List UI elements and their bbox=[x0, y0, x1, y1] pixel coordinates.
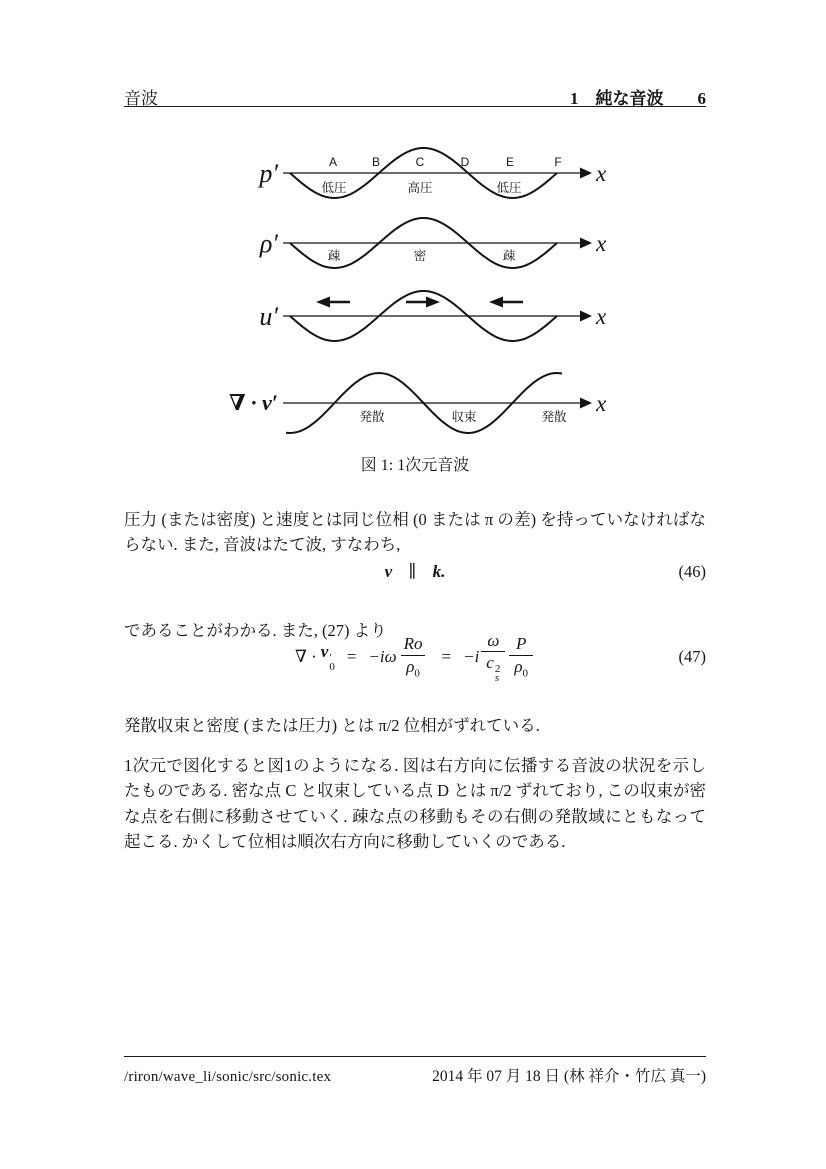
wave-label-p: p′ bbox=[259, 159, 278, 188]
math-fraction-2: ω c 2 s bbox=[481, 631, 505, 684]
marker-A: A bbox=[328, 155, 338, 169]
region-divergence-1: 発散 bbox=[359, 410, 385, 424]
math-equals-2: = bbox=[441, 647, 452, 666]
x-axis-arrow-icon bbox=[580, 238, 592, 249]
math-coeff-2: −i bbox=[463, 647, 480, 666]
paragraph-1: 圧力 (または密度) と速度とは同じ位相 (0 または π の差) を持っていなければならない. また, 音波はたて波, すなわち, bbox=[124, 509, 706, 554]
math-coeff-1: −iω bbox=[368, 647, 397, 666]
header-rule bbox=[124, 106, 706, 107]
x-axis-arrow-icon bbox=[580, 311, 592, 322]
doc-title: 音波 bbox=[124, 89, 158, 108]
x-axis-label: x bbox=[596, 231, 607, 256]
figure-1-sound-waves bbox=[190, 130, 626, 452]
region-high-pressure: 高圧 bbox=[407, 181, 433, 195]
math-v: v bbox=[384, 562, 393, 581]
marker-E: E bbox=[505, 155, 515, 169]
math-equals-1: = bbox=[346, 647, 357, 666]
marker-C: C bbox=[415, 155, 425, 169]
source-file-path: /riron/wave_li/sonic/src/sonic.tex bbox=[124, 1069, 332, 1085]
region-dense: 密 bbox=[413, 249, 427, 263]
page-number: 6 bbox=[697, 89, 706, 108]
wave-label-div-v: ∇ · v′ bbox=[228, 390, 278, 415]
footer-rule bbox=[124, 1056, 706, 1057]
region-rarefied-2: 疎 bbox=[502, 249, 516, 263]
math-fraction-3: $\frac{P}{\rho_0}$ bbox=[509, 634, 533, 680]
waveform-pressure bbox=[257, 148, 607, 198]
marker-B: B bbox=[371, 155, 381, 169]
region-low-pressure-1: 低圧 bbox=[321, 181, 347, 195]
equation-number-47: (47) bbox=[678, 647, 706, 666]
equation-47 bbox=[124, 630, 706, 684]
wave-label-rho: ρ′ bbox=[259, 229, 278, 258]
region-convergence: 収束 bbox=[451, 410, 477, 424]
x-axis-label: x bbox=[596, 161, 607, 186]
x-axis-arrow-icon bbox=[580, 168, 592, 179]
region-rarefied-1: 疎 bbox=[327, 249, 341, 263]
equation-number-46: (46) bbox=[678, 562, 706, 581]
region-low-pressure-2: 低圧 bbox=[496, 181, 522, 195]
wave-label-u: u′ bbox=[259, 302, 278, 331]
region-divergence-2: 発散 bbox=[541, 410, 567, 424]
waveform-velocity bbox=[259, 291, 607, 341]
math-v0-prime: v ′ 0 bbox=[320, 642, 335, 673]
paragraph-3: 発散収束と密度 (または圧力) とは π/2 位相がずれている. bbox=[124, 715, 540, 735]
x-axis-label: x bbox=[596, 304, 607, 329]
x-axis-arrow-icon bbox=[580, 398, 592, 409]
section-title: 1 純な音波 bbox=[570, 89, 664, 108]
velocity-arrow-left-icon bbox=[316, 297, 350, 308]
waveform-divergence bbox=[229, 373, 607, 433]
x-axis-label: x bbox=[596, 391, 607, 416]
equation-46 bbox=[124, 558, 706, 586]
date-and-authors: 2014 年 07 月 18 日 (林 祥介・竹広 真一) bbox=[432, 1068, 706, 1085]
math-parallel: ∥ bbox=[408, 562, 417, 581]
paragraph-4: 1次元で図化すると図1のようになる. 図は右方向に伝播する音波の状況を示したものである. 密な点 C と収束している点 D とは π/2 ずれており, この収束が密な点を右側に移動させていく. 疎な点の移動もその右側の発散域にともなって起こる. かくして位相は順次右方向に移動していくのである. bbox=[124, 755, 706, 851]
waveform-density bbox=[259, 218, 607, 268]
velocity-arrow-right-icon bbox=[406, 297, 440, 308]
math-fraction-1: $\frac{Ro}{\rho_0}$ bbox=[399, 634, 428, 680]
velocity-arrow-left2-icon bbox=[489, 297, 523, 308]
math-k: k. bbox=[432, 562, 446, 581]
paragraph-2: であることがわかる. また, (27) より bbox=[124, 620, 387, 640]
math-nabla-dot: ∇ · bbox=[294, 647, 317, 666]
marker-F: F bbox=[554, 155, 562, 169]
page-footer bbox=[124, 1064, 706, 1086]
figure-caption: 図 1: 1次元音波 bbox=[360, 457, 470, 474]
marker-D: D bbox=[460, 155, 470, 169]
